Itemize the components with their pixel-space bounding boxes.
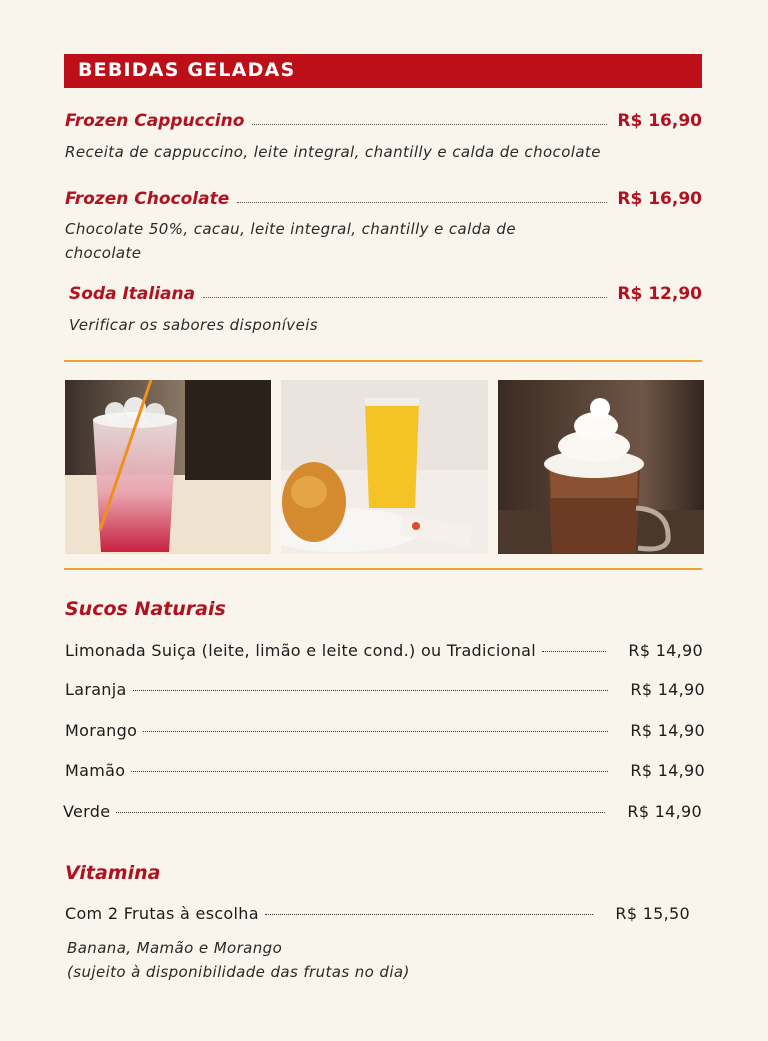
menu-item-frozen-chocolate bbox=[65, 189, 702, 209]
heading-vitamina: Vitamina bbox=[65, 862, 161, 884]
leader-dots bbox=[116, 811, 605, 813]
item-name: Frozen Cappuccino bbox=[65, 111, 245, 131]
list-item-mamao bbox=[65, 761, 705, 780]
menu-item-frozen-cappuccino bbox=[65, 111, 702, 131]
list-item-laranja bbox=[65, 680, 705, 699]
item-price: R$ 12,90 bbox=[617, 284, 702, 304]
item-price: R$ 14,90 bbox=[630, 721, 705, 740]
orange-juice-photo bbox=[281, 380, 488, 554]
heading-sucos-naturais: Sucos Naturais bbox=[65, 598, 226, 620]
leader-dots bbox=[265, 913, 594, 915]
item-name: Soda Italiana bbox=[69, 284, 196, 304]
leader-dots bbox=[542, 650, 606, 652]
leader-dots bbox=[133, 689, 609, 691]
item-name: Morango bbox=[65, 721, 138, 740]
divider-bottom bbox=[64, 568, 702, 570]
list-item-morango bbox=[65, 721, 705, 740]
item-name: Limonada Suiça (leite, limão e leite cond.) ou Tradicional bbox=[65, 641, 536, 660]
leader-dots bbox=[131, 770, 608, 772]
item-price: R$ 14,90 bbox=[630, 680, 705, 699]
item-description: Receita de cappuccino, leite integral, chantilly e calda de chocolate bbox=[65, 143, 601, 161]
list-item-verde bbox=[63, 802, 702, 821]
item-name: Mamão bbox=[65, 761, 126, 780]
item-name: Laranja bbox=[65, 680, 127, 699]
item-price: R$ 16,90 bbox=[617, 111, 702, 131]
leader-dots bbox=[203, 296, 607, 298]
item-price: R$ 14,90 bbox=[628, 641, 703, 660]
leader-dots bbox=[143, 730, 608, 732]
frozen-chocolate-photo bbox=[498, 380, 704, 554]
vitamina-note-fruits: Banana, Mamão e Morango bbox=[67, 939, 283, 957]
item-description: Chocolate 50%, cacau, leite integral, chantilly e calda de chocolate bbox=[65, 220, 516, 262]
item-description: Verificar os sabores disponíveis bbox=[69, 316, 318, 334]
item-price: R$ 15,50 bbox=[615, 904, 690, 923]
menu-item-soda-italiana bbox=[69, 284, 702, 304]
item-price: R$ 14,90 bbox=[630, 761, 705, 780]
item-price: R$ 16,90 bbox=[617, 189, 702, 209]
list-item-limonada bbox=[65, 641, 703, 660]
section-title: BEBIDAS GELADAS bbox=[78, 59, 296, 81]
list-item-com-2-frutas bbox=[65, 904, 690, 923]
item-name: Frozen Chocolate bbox=[65, 189, 230, 209]
leader-dots bbox=[252, 123, 607, 125]
item-name: Verde bbox=[63, 802, 111, 821]
item-price: R$ 14,90 bbox=[627, 802, 702, 821]
item-name: Com 2 Frutas à escolha bbox=[65, 904, 259, 923]
divider-top bbox=[64, 360, 702, 362]
section-header-bebidas-geladas bbox=[64, 54, 702, 88]
leader-dots bbox=[237, 201, 607, 203]
vitamina-note-availability: (sujeito à disponibilidade das frutas no dia) bbox=[67, 963, 410, 981]
soda-italiana-photo bbox=[65, 380, 271, 554]
